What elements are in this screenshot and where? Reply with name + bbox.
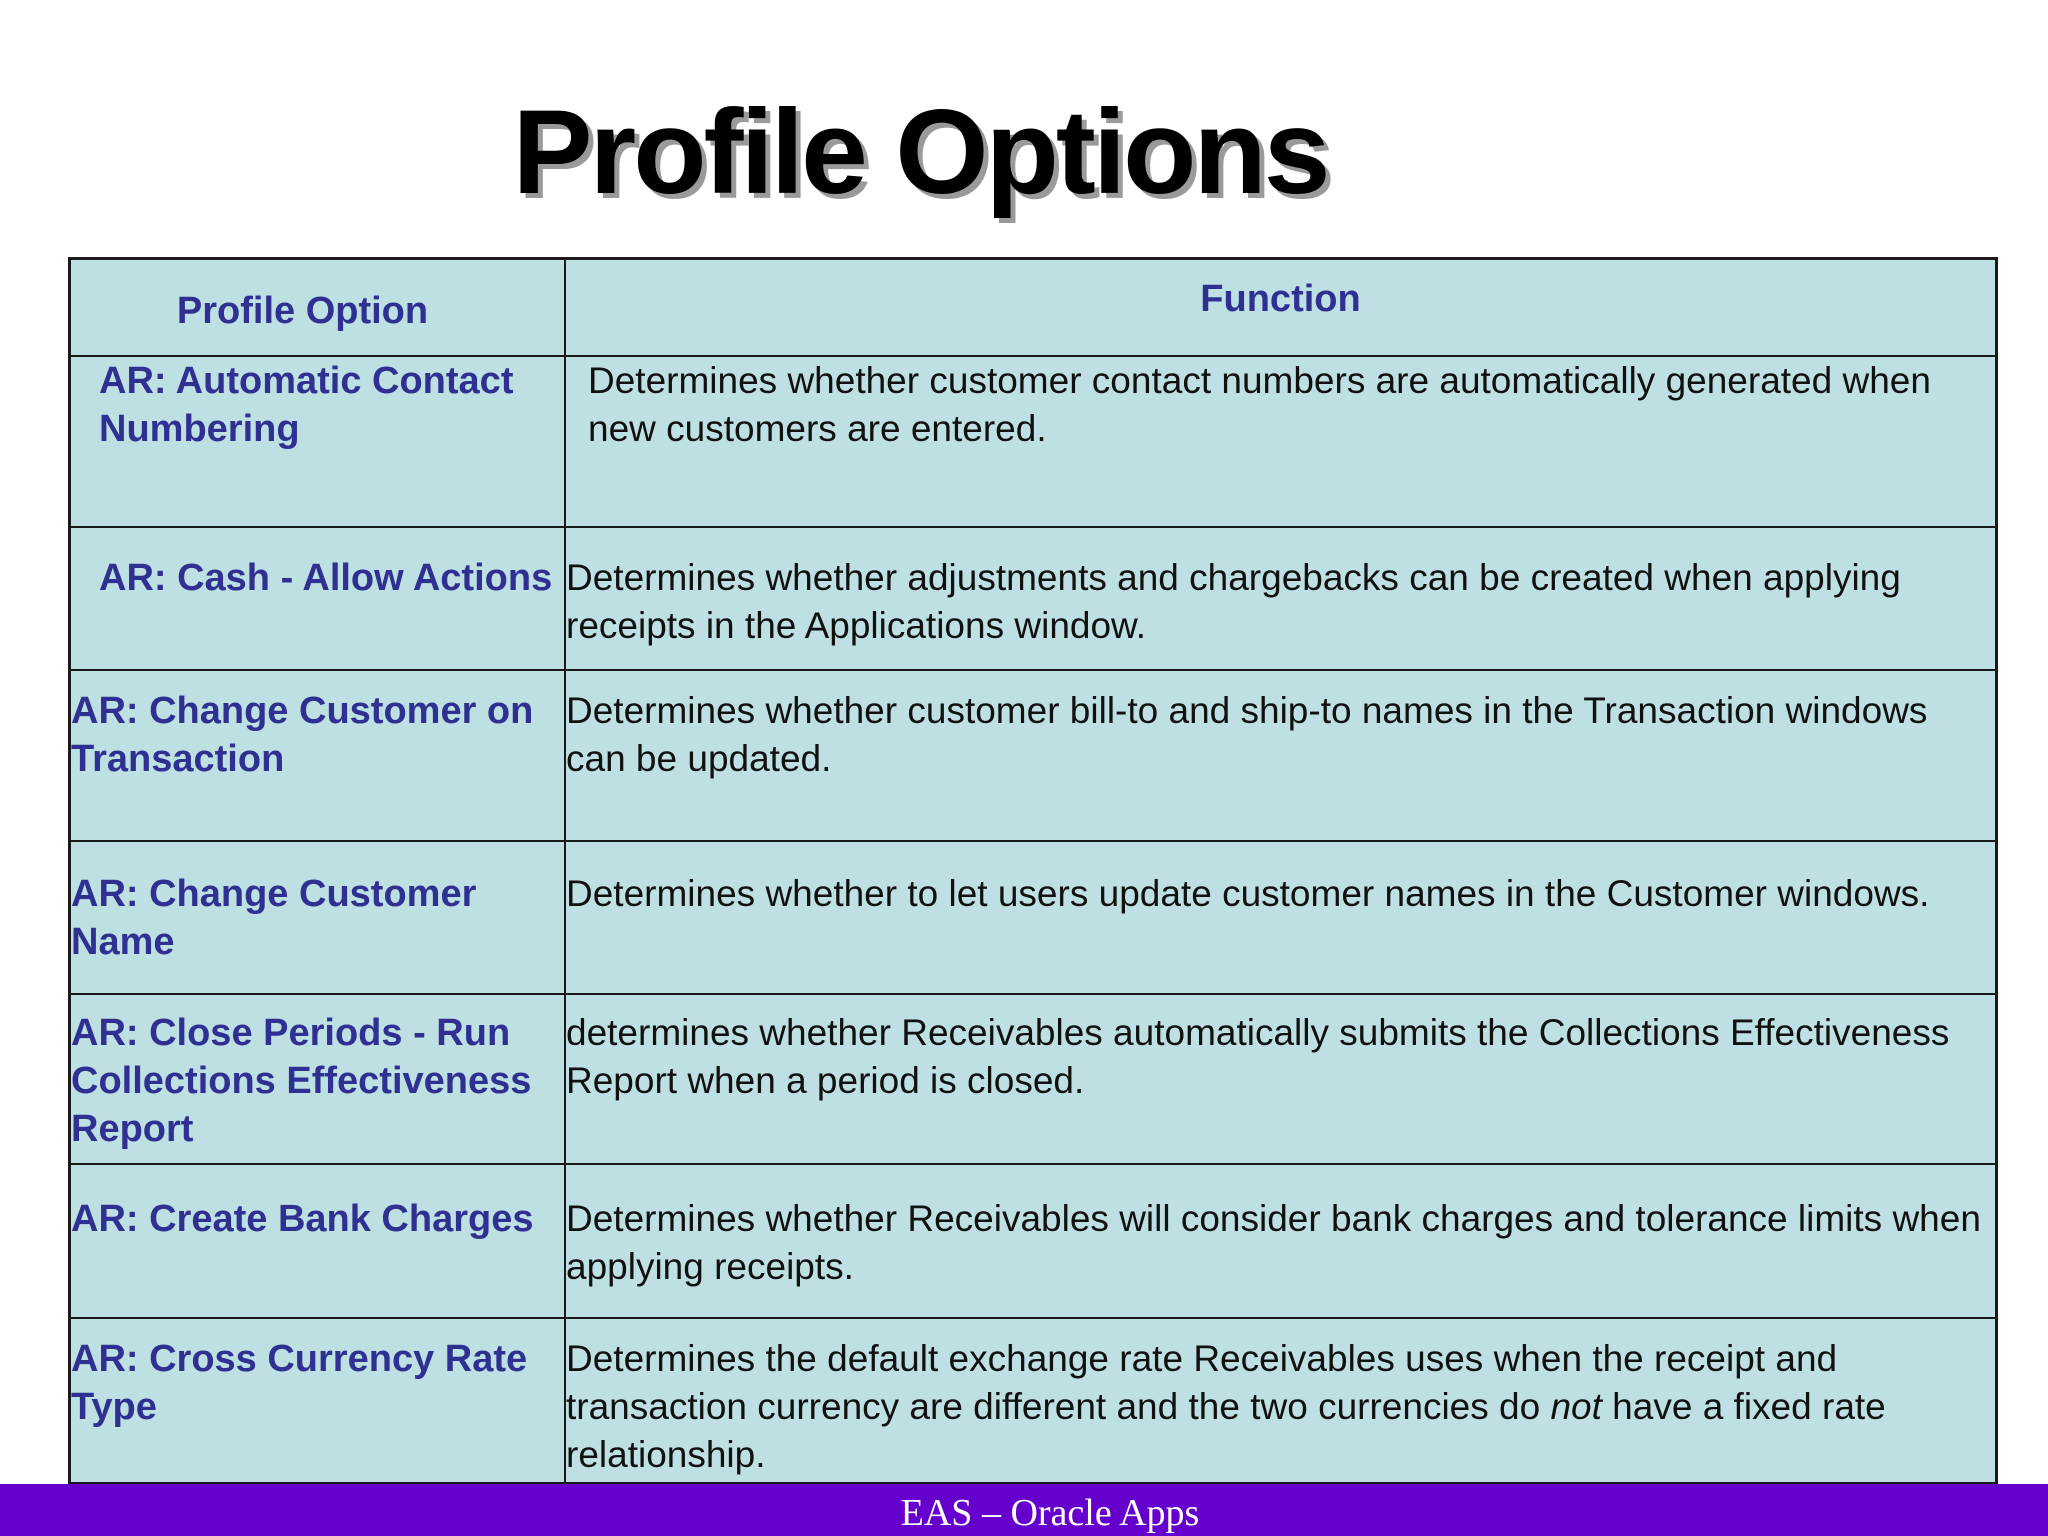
- footer-bar: [0, 1484, 2048, 1536]
- table-row: [71, 1164, 1995, 1318]
- function-emphasis-text: not: [1550, 1386, 1602, 1427]
- profile-option-function: Determines whether Receivables will consider bank charges and tolerance limits when applying receipts.: [565, 1164, 1995, 1318]
- profile-option-name: AR: Close Periods - Run Collections Effectiveness Report: [71, 994, 565, 1164]
- table-row: [71, 527, 1995, 670]
- table-row: [71, 670, 1995, 841]
- table-row: [71, 356, 1995, 527]
- header-function: Function: [565, 260, 1995, 356]
- profile-option-name: AR: Create Bank Charges: [71, 1164, 565, 1318]
- table-row: [71, 994, 1995, 1164]
- profile-option-function: Determines whether customer contact numbers are automatically generated when new customers are entered.: [565, 356, 1995, 527]
- function-text-part: have a fixed rate relationship.: [566, 1386, 1886, 1475]
- profile-option-function: Determines whether adjustments and chargebacks can be created when applying receipts in the Applications window.: [565, 527, 1995, 670]
- header-profile-option: Profile Option: [71, 260, 565, 356]
- profile-option-name: AR: Change Customer on Transaction: [71, 670, 565, 841]
- function-text-part: Determines the default exchange rate Receivables uses when the receipt and transaction currency are different and the two currencies do: [566, 1338, 1838, 1427]
- profile-option-name: AR: Cash - Allow Actions: [71, 527, 565, 670]
- profile-option-name: AR: Change Customer Name: [71, 841, 565, 994]
- profile-option-function: Determines whether customer bill-to and ship-to names in the Transaction windows can be updated.: [565, 670, 1995, 841]
- slide-title: Profile Options: [512, 85, 1328, 219]
- profile-option-function: determines whether Receivables automatically submits the Collections Effectiveness Report when a period is closed.: [565, 994, 1995, 1164]
- profile-option-name: AR: Automatic Contact Numbering: [71, 356, 565, 527]
- profile-option-name: AR: Cross Currency Rate Type: [71, 1318, 565, 1482]
- profile-option-function: [565, 1318, 1995, 1482]
- profile-option-function: Determines whether to let users update customer names in the Customer windows.: [565, 841, 1995, 994]
- table-row: [71, 1318, 1995, 1482]
- table-row: [71, 841, 1995, 994]
- footer-text: EAS – Oracle Apps: [900, 1492, 1200, 1534]
- profile-options-table: [68, 257, 1998, 1485]
- table-header-row: [71, 260, 1995, 356]
